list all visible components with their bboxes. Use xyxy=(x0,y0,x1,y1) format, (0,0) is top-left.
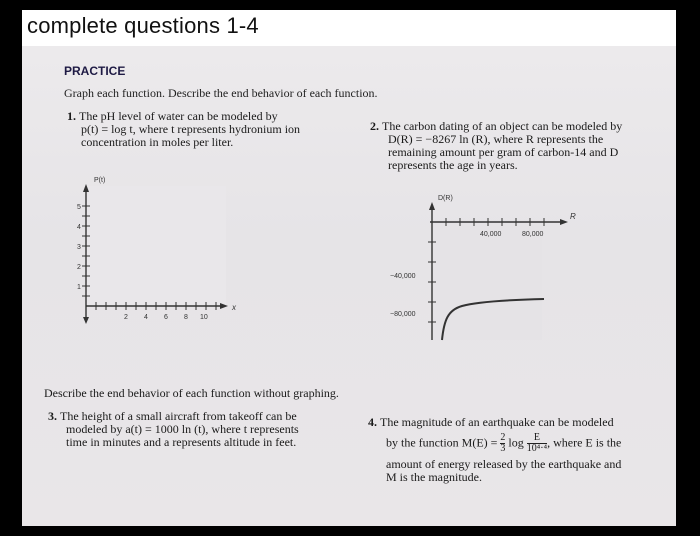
graph-1-y-label: P(t) xyxy=(94,177,106,184)
problem-1-line3: concentration in moles per liter. xyxy=(81,135,234,149)
problem-1 xyxy=(67,110,347,149)
graph-1-y-tick-1: 1 xyxy=(77,284,81,291)
problem-3-line2: modeled by a(t) = 1000 ln (t), where t represents xyxy=(66,422,299,436)
problem-3-line1: The height of a small aircraft from takeoff can be xyxy=(60,409,297,423)
problem-4-frac-num: 2 xyxy=(500,432,506,443)
problem-4-log: log xyxy=(508,435,524,450)
problem-4 xyxy=(368,416,658,484)
problem-4-fraction xyxy=(500,433,505,454)
graph-2-y-arrow xyxy=(429,202,435,210)
graph-2-area xyxy=(432,220,542,340)
graph-1-y-tick-2: 2 xyxy=(77,264,81,271)
page-title: complete questions 1-4 xyxy=(27,13,259,38)
graph-1-x-tick-6: 6 xyxy=(164,314,168,321)
graph-2-x-arrow xyxy=(560,219,568,225)
graph-2-x-label: R xyxy=(570,212,576,221)
graph-1-y-tick-4: 4 xyxy=(77,224,81,231)
problem-4-frac2-num: E xyxy=(527,433,547,444)
screenshot-frame xyxy=(22,10,676,526)
graph-2-y-tick-neg-40000: −40,000 xyxy=(390,273,416,280)
graph-2-x-tick-80000: 80,000 xyxy=(522,231,544,238)
problem-1-line1: The pH level of water can be modeled by xyxy=(79,109,278,123)
problem-2-number: 2. xyxy=(370,119,379,133)
graph-1-x-tick-4: 4 xyxy=(144,314,148,321)
graph-1-area xyxy=(86,186,226,306)
problem-1-line2: p(t) = log t, where t represents hydronium ion xyxy=(81,122,301,136)
problem-3-line3: time in minutes and a represents altitude in feet. xyxy=(66,435,297,449)
graph-1-y-tick-5: 5 xyxy=(77,204,81,211)
problem-2-line2: D(R) = −8267 ln (R), where R represents the xyxy=(388,132,604,146)
header-band xyxy=(22,10,676,44)
problem-4-formula-line xyxy=(368,433,658,454)
graph-2-y-tick-neg-80000: −80,000 xyxy=(390,311,416,318)
graph-2-y-label: D(R) xyxy=(438,195,453,202)
problem-2 xyxy=(370,120,660,172)
problem-4-frac-den: 3 xyxy=(500,443,506,454)
graph-1-x-tick-10: 10 xyxy=(200,314,208,321)
worksheet-photo xyxy=(22,46,676,526)
problem-3-number: 3. xyxy=(48,409,57,423)
graph-2-x-tick-40000: 40,000 xyxy=(480,231,502,238)
graph-1-y-arrow-bottom xyxy=(83,317,89,324)
graph-1-x-tick-8: 8 xyxy=(184,314,188,321)
problem-4-line2-suffix: , where E is the xyxy=(547,435,622,450)
problem-2-line4: represents the age in years. xyxy=(388,158,518,172)
graph-2 xyxy=(372,192,582,342)
problem-4-fraction-2 xyxy=(527,433,547,454)
describe-heading: Describe the end behavior of each function without graphing. xyxy=(44,386,339,400)
graph-1-x-label: x xyxy=(232,303,236,312)
problem-3 xyxy=(48,410,358,449)
problem-1-number: 1. xyxy=(67,109,76,123)
problem-4-line2-prefix: by the function M(E) = xyxy=(386,435,498,450)
graph-1-y-tick-3: 3 xyxy=(77,244,81,251)
problem-4-line4: M is the magnitude. xyxy=(386,470,482,484)
graph-1 xyxy=(72,174,252,324)
problem-2-line3: remaining amount per gram of carbon-14 and D xyxy=(388,145,619,159)
problem-4-line1: The magnitude of an earthquake can be modeled xyxy=(380,415,614,429)
practice-heading: PRACTICE xyxy=(64,64,126,78)
problem-4-frac2-den: 10⁴·⁴ xyxy=(526,443,548,454)
graph-1-x-tick-2: 2 xyxy=(124,314,128,321)
problem-4-line3: amount of energy released by the earthquake and xyxy=(386,457,622,471)
problem-2-line1: The carbon dating of an object can be modeled by xyxy=(382,119,623,133)
instruction-text: Graph each function. Describe the end behavior of each function. xyxy=(64,86,378,100)
problem-4-number: 4. xyxy=(368,415,377,429)
